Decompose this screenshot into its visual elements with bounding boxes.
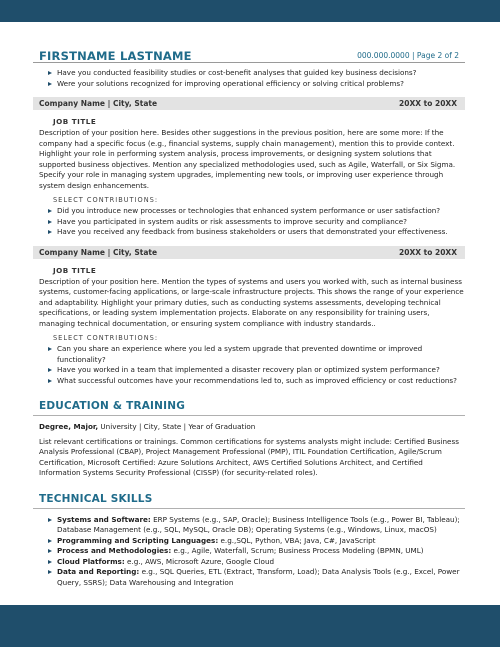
page-header xyxy=(33,40,465,63)
phone-number: 000.000.0000 xyxy=(357,51,410,60)
list-item: Can you share an experience where you led a system upgrade that prevented downtime or improved functionality? xyxy=(47,344,465,365)
job-description: Description of your position here. Besides other suggestions in the previous position, here are some more: If the company had a specific focus (e.g., financial systems, supply chain management), mention this to provide context. Highlight your role in performing system analysis, process improvements, or designing system solutions that supported business objectives. Mention any specialized methodologies used, such as Agile, Waterfall, or Six Sigma. Specify your role in managing system upgrades, implementing new tools, or improving user experience through system design enhancements. xyxy=(39,128,456,190)
list-item xyxy=(47,557,465,568)
skill-details: e.g.,SQL, Python, VBA; Java, C#, JavaScript xyxy=(218,535,376,545)
certifications-text: List relevant certifications or trainings. Common certifications for systems analysts might include: Certified Business Analysis Professional (CBAP), Project Management Professional (PMP), ITIL Foundation Certification, Agile/Scrum Certification, Microsoft Certified: Azure Solutions Architect, AWS Certified Solutions Architect, and Certified Information Systems Security Professional (CISSP) (for security-related roles). xyxy=(39,436,459,477)
skill-details: e.g., AWS, Microsoft Azure, Google Cloud xyxy=(124,556,275,566)
job-description: Description of your position here. Mention the types of systems and users you worked with, such as internal business systems, customer-facing applications, or large-scale infrastructure projects. This shows the range of your experience and adaptability. Highlight your primary duties, such as conducting systems assessments, developing technical specifications, or leading system implementation projects. Elaborate on any responsibility for training users, managing technical documentation, or ensuring system compliance with industry standards.. xyxy=(39,276,464,328)
company-location: Company Name | City, State xyxy=(39,247,158,257)
resume-page xyxy=(33,40,465,588)
list-item xyxy=(47,546,465,557)
list-item xyxy=(47,567,465,588)
degree-major: Degree, Major, xyxy=(39,422,99,431)
job-title: JOB TITLE xyxy=(53,265,97,275)
list-item xyxy=(47,515,465,536)
list-item: Have you worked in a team that implemented a disaster recovery plan or optimized system performance? xyxy=(47,365,465,376)
contributions-label: SELECT CONTRIBUTIONS: xyxy=(53,334,159,342)
skill-category: Programming and Scripting Languages: xyxy=(57,535,219,545)
degree-line xyxy=(39,422,465,433)
candidate-name: FIRSTNAME LASTNAME xyxy=(39,49,192,63)
contributions-label: SELECT CONTRIBUTIONS: xyxy=(53,196,159,204)
job-header-bar xyxy=(33,97,465,110)
job-header-bar xyxy=(33,246,465,259)
list-item: What successful outcomes have your recommendations led to, such as improved efficiency or cost reductions? xyxy=(47,376,465,387)
previous-position-bullets xyxy=(33,68,465,89)
job-dates: 20XX to 20XX xyxy=(399,99,457,108)
skill-details: e.g., Agile, Waterfall, Scrum; Business Process Modeling (BPMN, UML) xyxy=(171,546,424,555)
section-divider xyxy=(33,415,465,416)
skill-details: e.g., SQL Queries, ETL (Extract, Transform, Load); Data Analysis Tools (e.g., Excel, Power Query, SSRS); Data Warehousing and Integration xyxy=(57,567,460,587)
section-divider xyxy=(33,508,465,509)
degree-details: University | City, State | Year of Graduation xyxy=(98,422,256,431)
list-item: Have you conducted feasibility studies or cost-benefit analyses that guided key business decisions? xyxy=(47,68,465,79)
skills-list xyxy=(33,515,465,589)
list-item xyxy=(47,536,465,547)
page-number: | Page 2 of 2 xyxy=(412,51,459,60)
skill-category: Data and Reporting: xyxy=(57,567,140,576)
contribution-list xyxy=(33,206,465,238)
list-item: Have you received any feedback from business stakeholders or users that demonstrated your effectiveness. xyxy=(47,227,465,238)
education-heading: EDUCATION & TRAINING xyxy=(39,400,186,412)
job-title: JOB TITLE xyxy=(53,117,97,126)
list-item: Did you introduce new processes or technologies that enhanced system performance or user satisfaction? xyxy=(47,206,465,217)
contribution-list xyxy=(33,344,465,386)
top-color-band xyxy=(0,0,500,22)
skill-category: Cloud Platforms: xyxy=(57,556,125,566)
job-dates: 20XX to 20XX xyxy=(399,247,457,257)
contact-and-page xyxy=(357,51,459,60)
bottom-color-band xyxy=(0,605,500,647)
list-item: Have you participated in system audits or risk assessments to improve security and compliance? xyxy=(47,217,465,228)
skill-category: Systems and Software: xyxy=(57,514,151,524)
skills-heading: TECHNICAL SKILLS xyxy=(39,492,153,505)
list-item: Were your solutions recognized for improving operational efficiency or solving critical problems? xyxy=(47,79,465,90)
skill-details: ERP Systems (e.g., SAP, Oracle); Business Intelligence Tools (e.g., Power BI, Tableau); Database Management (e.g., SQL, MySQL, Oracle DB); Operating Systems (e.g., Windows, Linux, macOS) xyxy=(57,514,460,534)
skill-category: Process and Methodologies: xyxy=(57,546,172,555)
company-location: Company Name | City, State xyxy=(39,99,158,108)
